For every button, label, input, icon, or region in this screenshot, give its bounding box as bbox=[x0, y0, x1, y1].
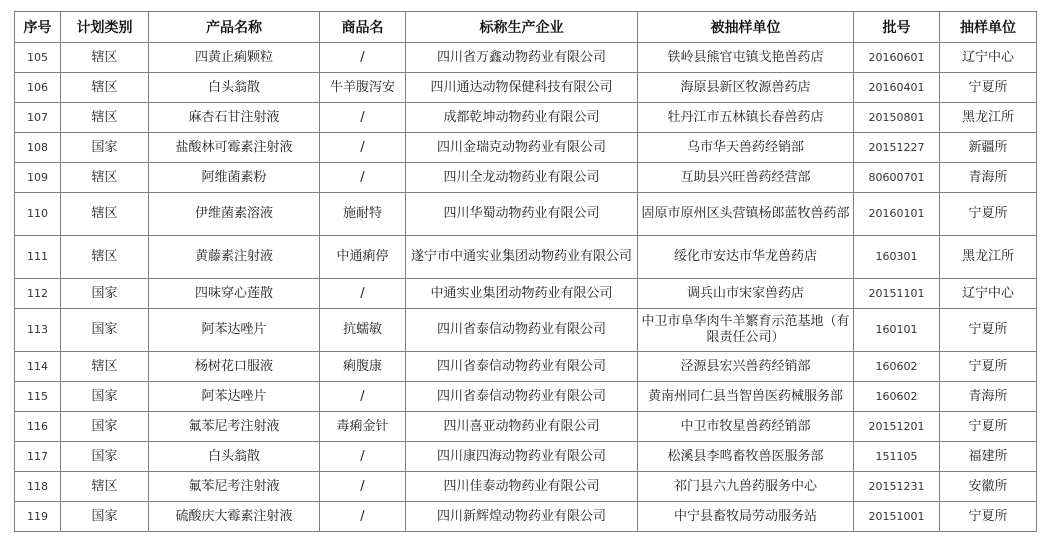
cell-no: 106 bbox=[15, 73, 61, 103]
cell-sampling-unit: 黑龙江所 bbox=[940, 236, 1037, 279]
cell-category: 国家 bbox=[61, 502, 149, 532]
cell-product: 伊维菌素溶液 bbox=[149, 193, 320, 236]
cell-batch: 151105 bbox=[854, 442, 940, 472]
cell-sampled-unit: 中宁县畜牧局劳动服务站 bbox=[638, 502, 854, 532]
cell-brand: 抗蠕敏 bbox=[320, 309, 406, 352]
cell-sampling-unit: 辽宁中心 bbox=[940, 43, 1037, 73]
table-row bbox=[15, 163, 1037, 193]
cell-batch: 20151231 bbox=[854, 472, 940, 502]
cell-sampled-unit: 绥化市安达市华龙兽药店 bbox=[638, 236, 854, 279]
cell-category: 国家 bbox=[61, 412, 149, 442]
cell-sampling-unit: 安徽所 bbox=[940, 472, 1037, 502]
cell-maker: 四川新辉煌动物药业有限公司 bbox=[406, 502, 638, 532]
cell-batch: 20151201 bbox=[854, 412, 940, 442]
cell-no: 115 bbox=[15, 382, 61, 412]
table-row bbox=[15, 133, 1037, 163]
cell-no: 108 bbox=[15, 133, 61, 163]
cell-sampled-unit: 固原市原州区头营镇杨郎蓝牧兽药部 bbox=[638, 193, 854, 236]
cell-category: 辖区 bbox=[61, 163, 149, 193]
cell-sampling-unit: 黑龙江所 bbox=[940, 103, 1037, 133]
table-row bbox=[15, 502, 1037, 532]
cell-category: 辖区 bbox=[61, 73, 149, 103]
cell-batch: 20150801 bbox=[854, 103, 940, 133]
header-maker: 标称生产企业 bbox=[406, 12, 638, 43]
cell-category: 辖区 bbox=[61, 472, 149, 502]
cell-sampled-unit: 乌市华天兽药经销部 bbox=[638, 133, 854, 163]
header-category: 计划类别 bbox=[61, 12, 149, 43]
table-row bbox=[15, 73, 1037, 103]
header-brand: 商品名 bbox=[320, 12, 406, 43]
cell-brand: / bbox=[320, 442, 406, 472]
cell-sampled-unit: 调兵山市宋家兽药店 bbox=[638, 279, 854, 309]
cell-maker: 四川全龙动物药业有限公司 bbox=[406, 163, 638, 193]
cell-batch: 20151227 bbox=[854, 133, 940, 163]
cell-product: 白头翁散 bbox=[149, 442, 320, 472]
cell-no: 116 bbox=[15, 412, 61, 442]
cell-maker: 四川金瑞克动物药业有限公司 bbox=[406, 133, 638, 163]
cell-product: 氟苯尼考注射液 bbox=[149, 472, 320, 502]
cell-no: 118 bbox=[15, 472, 61, 502]
header-sampling-unit: 抽样单位 bbox=[940, 12, 1037, 43]
cell-no: 113 bbox=[15, 309, 61, 352]
cell-batch: 160602 bbox=[854, 352, 940, 382]
cell-sampling-unit: 新疆所 bbox=[940, 133, 1037, 163]
cell-sampled-unit: 互助县兴旺兽药经营部 bbox=[638, 163, 854, 193]
cell-no: 114 bbox=[15, 352, 61, 382]
cell-batch: 20160101 bbox=[854, 193, 940, 236]
cell-batch: 160301 bbox=[854, 236, 940, 279]
cell-batch: 20160401 bbox=[854, 73, 940, 103]
cell-sampling-unit: 青海所 bbox=[940, 163, 1037, 193]
cell-maker: 四川佳泰动物药业有限公司 bbox=[406, 472, 638, 502]
cell-product: 盐酸林可霉素注射液 bbox=[149, 133, 320, 163]
header-batch: 批号 bbox=[854, 12, 940, 43]
cell-batch: 80600701 bbox=[854, 163, 940, 193]
cell-product: 麻杏石甘注射液 bbox=[149, 103, 320, 133]
cell-maker: 四川省泰信动物药业有限公司 bbox=[406, 309, 638, 352]
cell-sampled-unit: 海原县新区牧源兽药店 bbox=[638, 73, 854, 103]
cell-product: 阿苯达唑片 bbox=[149, 309, 320, 352]
cell-maker: 四川省万鑫动物药业有限公司 bbox=[406, 43, 638, 73]
cell-no: 112 bbox=[15, 279, 61, 309]
header-row bbox=[15, 12, 1037, 43]
cell-brand: / bbox=[320, 472, 406, 502]
cell-sampled-unit: 松溪县李鸣畜牧兽医服务部 bbox=[638, 442, 854, 472]
table-container bbox=[14, 11, 1037, 532]
cell-brand: / bbox=[320, 502, 406, 532]
cell-sampling-unit: 宁夏所 bbox=[940, 502, 1037, 532]
cell-sampled-unit: 泾源县宏兴兽药经销部 bbox=[638, 352, 854, 382]
cell-category: 国家 bbox=[61, 133, 149, 163]
cell-no: 105 bbox=[15, 43, 61, 73]
cell-sampling-unit: 辽宁中心 bbox=[940, 279, 1037, 309]
cell-brand: / bbox=[320, 133, 406, 163]
cell-brand: / bbox=[320, 103, 406, 133]
cell-sampled-unit: 牡丹江市五林镇长春兽药店 bbox=[638, 103, 854, 133]
cell-brand: 牛羊腹泻安 bbox=[320, 73, 406, 103]
cell-category: 辖区 bbox=[61, 103, 149, 133]
cell-sampled-unit: 祁门县六九兽药服务中心 bbox=[638, 472, 854, 502]
cell-no: 119 bbox=[15, 502, 61, 532]
cell-product: 阿苯达唑片 bbox=[149, 382, 320, 412]
cell-batch: 160101 bbox=[854, 309, 940, 352]
cell-product: 氟苯尼考注射液 bbox=[149, 412, 320, 442]
cell-brand: 施耐特 bbox=[320, 193, 406, 236]
cell-sampled-unit: 中卫市阜华肉牛羊繁育示范基地（有限责任公司） bbox=[638, 309, 854, 352]
cell-product: 黄藤素注射液 bbox=[149, 236, 320, 279]
sampling-results-table bbox=[14, 11, 1037, 532]
cell-no: 107 bbox=[15, 103, 61, 133]
header-sampled-unit: 被抽样单位 bbox=[638, 12, 854, 43]
cell-brand: / bbox=[320, 163, 406, 193]
cell-maker: 成都乾坤动物药业有限公司 bbox=[406, 103, 638, 133]
cell-product: 白头翁散 bbox=[149, 73, 320, 103]
cell-product: 四味穿心莲散 bbox=[149, 279, 320, 309]
table-row bbox=[15, 43, 1037, 73]
cell-category: 国家 bbox=[61, 309, 149, 352]
cell-batch: 20151101 bbox=[854, 279, 940, 309]
cell-sampled-unit: 铁岭县熊官屯镇戈艳兽药店 bbox=[638, 43, 854, 73]
table-body bbox=[15, 43, 1037, 532]
cell-maker: 四川康四海动物药业有限公司 bbox=[406, 442, 638, 472]
cell-no: 111 bbox=[15, 236, 61, 279]
header-product: 产品名称 bbox=[149, 12, 320, 43]
cell-maker: 中通实业集团动物药业有限公司 bbox=[406, 279, 638, 309]
table-row bbox=[15, 472, 1037, 502]
cell-sampled-unit: 中卫市牧星兽药经销部 bbox=[638, 412, 854, 442]
cell-sampling-unit: 宁夏所 bbox=[940, 309, 1037, 352]
cell-brand: 痢腹康 bbox=[320, 352, 406, 382]
cell-product: 杨树花口服液 bbox=[149, 352, 320, 382]
cell-maker: 四川省泰信动物药业有限公司 bbox=[406, 352, 638, 382]
table-row bbox=[15, 236, 1037, 279]
cell-brand: 毒痢金针 bbox=[320, 412, 406, 442]
table-row bbox=[15, 442, 1037, 472]
table-row bbox=[15, 352, 1037, 382]
cell-no: 117 bbox=[15, 442, 61, 472]
table-row bbox=[15, 382, 1037, 412]
cell-category: 国家 bbox=[61, 279, 149, 309]
cell-sampling-unit: 宁夏所 bbox=[940, 412, 1037, 442]
cell-product: 硫酸庆大霉素注射液 bbox=[149, 502, 320, 532]
cell-brand: / bbox=[320, 279, 406, 309]
table-row bbox=[15, 193, 1037, 236]
cell-sampling-unit: 宁夏所 bbox=[940, 193, 1037, 236]
cell-category: 国家 bbox=[61, 382, 149, 412]
cell-category: 国家 bbox=[61, 442, 149, 472]
cell-category: 辖区 bbox=[61, 236, 149, 279]
cell-batch: 20151001 bbox=[854, 502, 940, 532]
cell-sampled-unit: 黄南州同仁县当智兽医药械服务部 bbox=[638, 382, 854, 412]
cell-brand: 中通痢停 bbox=[320, 236, 406, 279]
header-no: 序号 bbox=[15, 12, 61, 43]
cell-sampling-unit: 青海所 bbox=[940, 382, 1037, 412]
table-row bbox=[15, 103, 1037, 133]
cell-maker: 四川省泰信动物药业有限公司 bbox=[406, 382, 638, 412]
table-row bbox=[15, 412, 1037, 442]
cell-maker: 四川通达动物保健科技有限公司 bbox=[406, 73, 638, 103]
cell-maker: 四川华蜀动物药业有限公司 bbox=[406, 193, 638, 236]
cell-maker: 遂宁市中通实业集团动物药业有限公司 bbox=[406, 236, 638, 279]
table-row bbox=[15, 309, 1037, 352]
cell-brand: / bbox=[320, 43, 406, 73]
cell-category: 辖区 bbox=[61, 43, 149, 73]
cell-batch: 20160601 bbox=[854, 43, 940, 73]
cell-sampling-unit: 福建所 bbox=[940, 442, 1037, 472]
cell-product: 四黄止痢颗粒 bbox=[149, 43, 320, 73]
table-row bbox=[15, 279, 1037, 309]
cell-no: 110 bbox=[15, 193, 61, 236]
cell-product: 阿维菌素粉 bbox=[149, 163, 320, 193]
cell-sampling-unit: 宁夏所 bbox=[940, 73, 1037, 103]
cell-category: 辖区 bbox=[61, 193, 149, 236]
cell-maker: 四川喜亚动物药业有限公司 bbox=[406, 412, 638, 442]
cell-no: 109 bbox=[15, 163, 61, 193]
cell-batch: 160602 bbox=[854, 382, 940, 412]
cell-brand: / bbox=[320, 382, 406, 412]
cell-category: 辖区 bbox=[61, 352, 149, 382]
cell-sampling-unit: 宁夏所 bbox=[940, 352, 1037, 382]
